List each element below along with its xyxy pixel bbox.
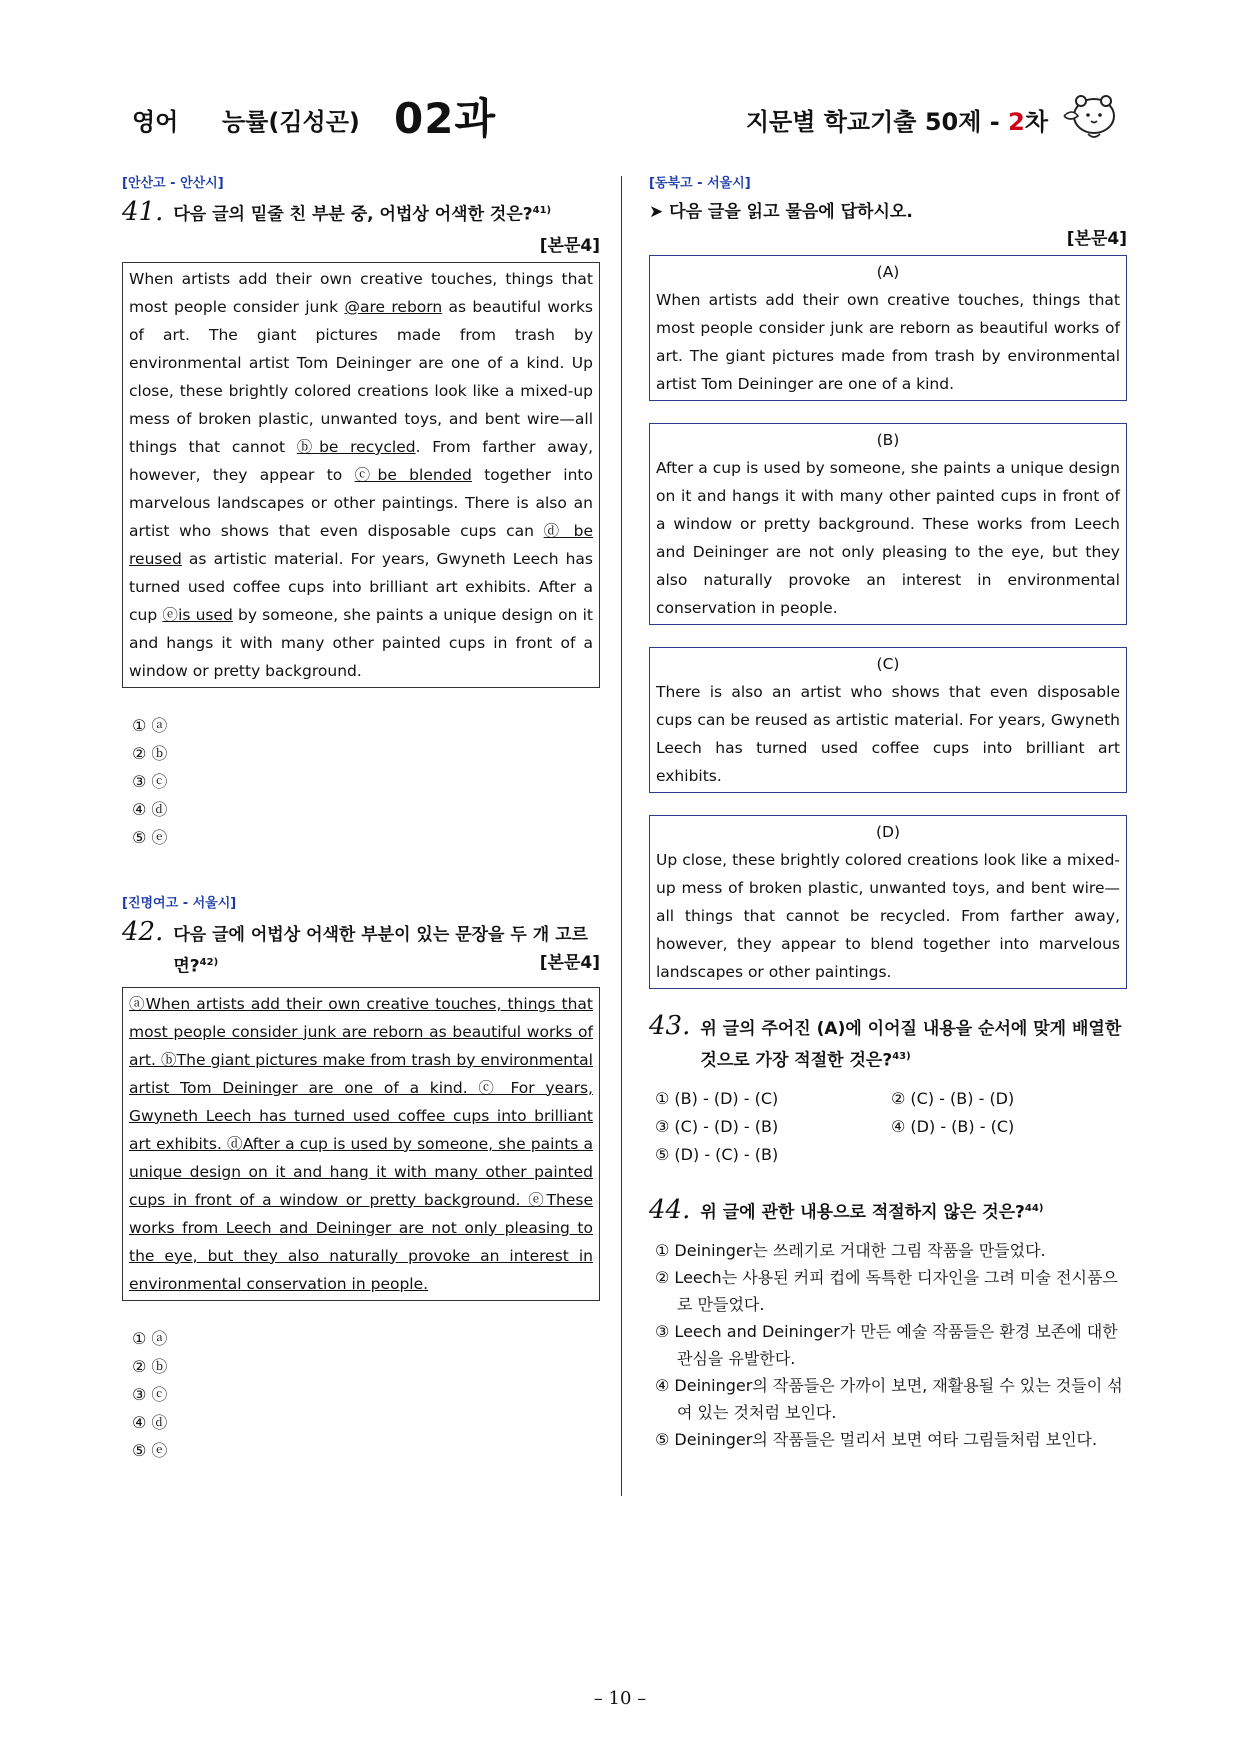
- option-4[interactable]: ④ ⓓ: [132, 1412, 168, 1432]
- question-line: [649, 1011, 1127, 1075]
- box-text: When artists add their own creative touches, things that most people consider junk are reborn as beautiful works of art. The giant pictures made from trash by environmental artist Tom Deininger are one of a kind.: [656, 291, 1120, 393]
- passage-tag: [본문4]: [539, 236, 600, 256]
- passage-box-d: [649, 815, 1127, 989]
- option-1[interactable]: ① Deininger는 쓰레기로 거대한 그림 작품을 만들었다.: [655, 1240, 1046, 1260]
- passage-text: ⓐWhen artists add their own creative touches, things that most people consider junk are reborn as beautiful works of art. ⓑThe giant pictures make from trash by environmental artist Tom Deininger are one of a kind. ⓒ For years, Gwyneth Leech has turned used coffee cups into brilliant art exhibits. ⓓAfter a cup is used by someone, she paints a unique design on it and hang it with many other painted cups in front of a window or pretty background. ⓔThese works from Leech and Deininger are not only pleasing to the eye, but they also naturally provoke an interest in environmental conservation in people.: [129, 994, 593, 1293]
- question-42: [122, 892, 600, 1465]
- passage-box: [122, 987, 600, 1301]
- lesson-title: 02과: [394, 94, 497, 143]
- passage-box-a: [649, 255, 1127, 401]
- question-prompt: 다음 글의 밑줄 친 부분 중, 어법상 어색한 것은?: [173, 205, 533, 225]
- box-label: (D): [875, 823, 901, 841]
- footnote-ref: 42): [199, 957, 219, 968]
- source-label: [진명여고 - 서울시]: [122, 896, 237, 911]
- underlined-b: ⓑbe recycled: [296, 438, 416, 456]
- footnote-ref: 44): [1024, 1203, 1044, 1214]
- question-line: [122, 197, 600, 229]
- question-text: [700, 1195, 1043, 1227]
- option-1[interactable]: ① (B) - (D) - (C): [655, 1088, 779, 1108]
- bear-mascot-icon: [1062, 86, 1120, 142]
- box-label: (C): [876, 655, 900, 673]
- underlined-c: ⓒbe blended: [354, 466, 472, 484]
- series-title: [746, 102, 1048, 137]
- option-2[interactable]: ② (C) - (B) - (D): [891, 1088, 1015, 1108]
- option-3[interactable]: ③ ⓒ: [132, 772, 168, 791]
- passage-text: by someone, she paints a unique design on it and hangs it with many other painted cups in front of a window or pretty background.: [129, 606, 593, 680]
- source-label: [안산고 - 안산시]: [122, 176, 224, 191]
- question-44: [649, 1195, 1127, 1453]
- question-number: 44.: [649, 1194, 691, 1225]
- option-4[interactable]: ④ (D) - (B) - (C): [891, 1116, 1015, 1136]
- option-4[interactable]: ④ Deininger의 작품들은 가까이 보면, 재활용될 수 있는 것들이 섞여 있는 것처럼 보인다.: [655, 1375, 1123, 1422]
- box-text: There is also an artist who shows that even disposable cups can be reused as artistic material. For years, Gwyneth Leech has turned used coffee cups into brilliant art exhibits.: [656, 683, 1120, 785]
- column-divider: [621, 176, 622, 1496]
- underlined-a: @are reborn: [344, 298, 443, 316]
- page-header: [132, 80, 1120, 143]
- option-3[interactable]: ③ Leech and Deininger가 만든 예술 작품들은 환경 보존에 대한 관심을 유발한다.: [655, 1321, 1118, 1368]
- series-round: 2: [1008, 108, 1025, 136]
- passage-text: together into marvelous landscapes or other paintings. There is also an artist who shows that even disposable cups can: [129, 466, 593, 540]
- answer-options: [649, 1085, 1127, 1169]
- passage-tag: [본문4]: [1066, 229, 1127, 249]
- question-43: [649, 1011, 1127, 1169]
- answer-options: [649, 1237, 1127, 1453]
- right-column: [649, 172, 1127, 1453]
- question-text: [173, 197, 551, 229]
- question-line: [649, 1195, 1127, 1227]
- question-prompt: 다음 글에 어법상 어색한 부분이 있는 문장을 두 개 고르면?: [173, 925, 588, 977]
- question-number: 41.: [122, 197, 164, 227]
- option-1[interactable]: ① ⓐ: [132, 716, 168, 735]
- answer-options: [122, 712, 600, 852]
- box-label: (B): [876, 431, 900, 449]
- page-number: – 10 –: [593, 1688, 647, 1709]
- option-2[interactable]: ② ⓑ: [132, 744, 168, 763]
- option-5[interactable]: ⑤ ⓔ: [132, 828, 168, 847]
- passage-text: as beautiful works of art. The giant pictures made from trash by environmental artist Tom Deininger are one of a kind. Up close, these brightly colored creations look like a mixed-up mess of broken plastic, unwanted toys, and bent wire—all things that cannot: [129, 298, 594, 456]
- box-text: After a cup is used by someone, she paints a unique design on it and hangs it with many other painted cups in front of a window or pretty background. These works from Leech and Deininger are not only pleasing to the eye, but they also naturally provoke an interest in environmental conservation in people.: [656, 459, 1120, 617]
- box-text: Up close, these brightly colored creations look like a mixed-up mess of broken plastic, unwanted toys, and bent wire—all things that cannot be recycled. From farther away, however, they appear to blend together into marvelous landscapes or other paintings.: [656, 851, 1120, 981]
- question-prompt: 위 글에 관한 내용으로 적절하지 않은 것은?: [700, 1202, 1025, 1223]
- question-line: [122, 917, 600, 981]
- option-3[interactable]: ③ (C) - (D) - (B): [655, 1116, 779, 1136]
- option-5[interactable]: ⑤ (D) - (C) - (B): [655, 1144, 779, 1164]
- set-instruction: ➤ 다음 글을 읽고 물음에 답하시오.: [649, 202, 913, 222]
- passage-text: as artistic material. For years, Gwyneth Leech has turned used coffee cups into brilliant art exhibits. After a cup: [129, 550, 593, 624]
- box-label: (A): [876, 263, 900, 281]
- option-2[interactable]: ② ⓑ: [132, 1356, 168, 1376]
- option-4[interactable]: ④ ⓓ: [132, 800, 168, 819]
- source-label: [동북고 - 서울시]: [649, 176, 751, 191]
- passage-tag: [본문4]: [539, 953, 600, 973]
- publisher-label: 능률(김성곤): [222, 108, 360, 136]
- question-text: [700, 1015, 1127, 1075]
- question-text: [173, 921, 600, 981]
- option-2[interactable]: ② Leech는 사용된 커피 컵에 독특한 디자인을 그려 미술 전시품으로 만들었다.: [655, 1267, 1118, 1314]
- option-5[interactable]: ⑤ ⓔ: [132, 1440, 168, 1460]
- question-number: 42.: [122, 917, 164, 947]
- question-prompt: 위 글의 주어진 (A)에 이어질 내용을 순서에 맞게 배열한 것으로 가장 적절한 것은?: [700, 1019, 1122, 1071]
- series-suffix: 차: [1024, 108, 1048, 136]
- underlined-d: ⓓ be reused: [129, 522, 594, 568]
- passage-box: [122, 262, 600, 688]
- question-number: 43.: [649, 1011, 691, 1041]
- passage-text: . From farther away, however, they appear to: [129, 438, 593, 484]
- option-1[interactable]: ① ⓐ: [132, 1328, 168, 1348]
- left-column: [122, 172, 600, 1465]
- option-5[interactable]: ⑤ Deininger의 작품들은 멀리서 보면 여타 그림들처럼 보인다.: [655, 1429, 1098, 1449]
- series-prefix: 지문별 학교기출 50제 -: [745, 108, 1009, 136]
- question-41: [122, 172, 600, 852]
- footnote-ref: 41): [532, 205, 552, 217]
- footnote-ref: 43): [892, 1051, 911, 1062]
- passage-text: When artists add their own creative touches, things that most people consider junk: [129, 270, 593, 316]
- subject-label: 영어: [132, 108, 179, 136]
- passage-box-c: [649, 647, 1127, 793]
- option-3[interactable]: ③ ⓒ: [132, 1384, 168, 1404]
- underlined-e: ⓔis used: [162, 606, 233, 624]
- passage-box-b: [649, 423, 1127, 625]
- answer-options: [122, 1325, 600, 1465]
